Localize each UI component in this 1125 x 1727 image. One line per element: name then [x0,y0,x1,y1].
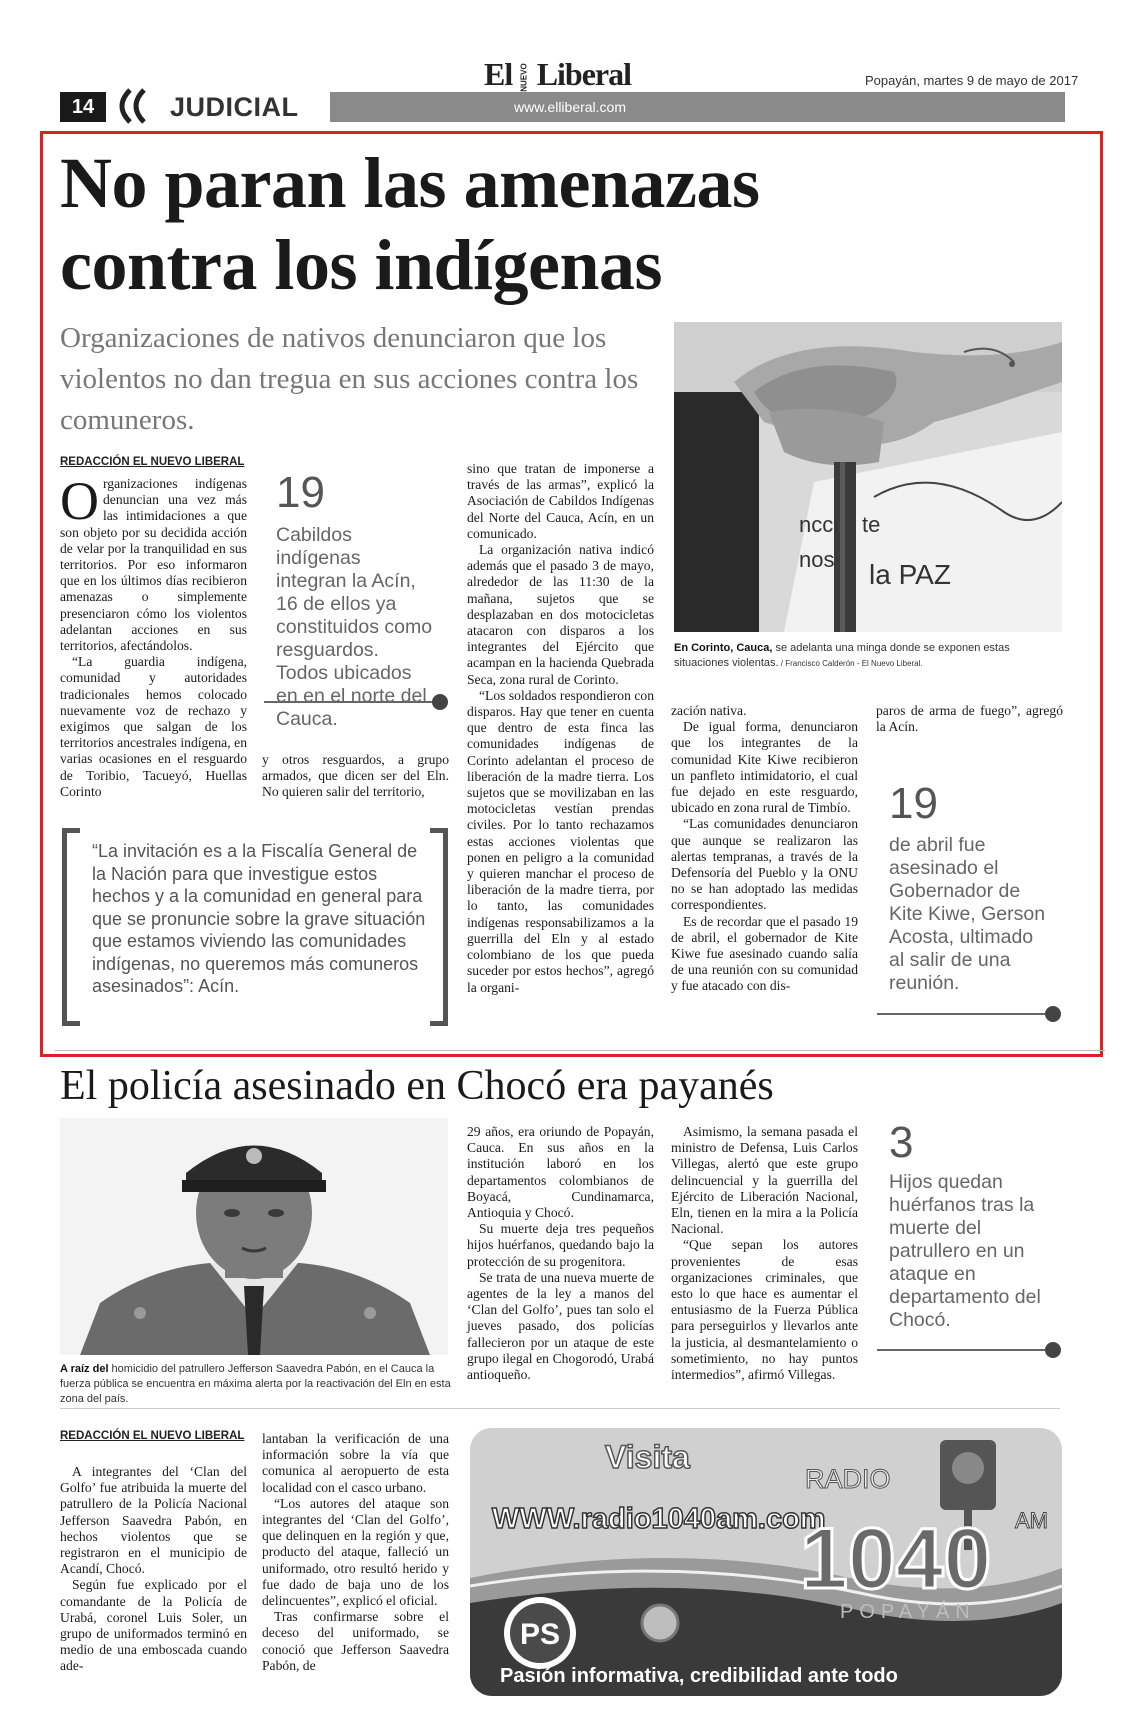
page-number: 14 [60,92,106,122]
col1-paragraph-2: “La guardia indígena, comunidad y autoridades tradicionales hemos colocado nuevamente voz de rechazo y exigimos que salgan de los territorios ancestrales indígena, en varias ocasiones en el resguardo de Toribio, Tacueyó, Huellas Corinto [60,654,247,799]
radio-ad-graphic [470,1428,1062,1696]
hands-staff-photo [674,322,1062,632]
col-a-paragraph-3: Se trata de una nueva muerte de agentes de la ley a manos del ‘Clan del Golfo’, pues tan solo el jueves pasado, dos policías fallecieron por un ataque de este grupo ilegal en Chogorodó, Urabá antioqueño. [467,1269,654,1383]
shirt-text-2: te [862,512,881,537]
fact1-text: Cabildos indígenas integran la Acín, 16 de ellos ya constituidos como resguardos. Todos ubicados en en el norte del Cauca. [276,524,433,730]
article2-byline: REDACCIÓN EL NUEVO LIBERAL [60,1430,245,1442]
fact2-bullet [1045,1006,1061,1022]
newspaper-logo [484,56,631,93]
fact2-rule [877,1013,1055,1015]
col4-paragraph-3: “Las comunidades denunciaron que aunque se realizaron las alertas tempranas, a través de la Defensoría del Pueblo y la ONU no se han adoptado las medidas correspondientes. [671,816,858,913]
col3-paragraph-1: sino que tratan de imponerse a través de las armas”, explicó la Asociación de Cabildos Indígenas del Norte del Cauca, Acín, en un comunicado. [467,461,654,541]
article1-headline [60,142,960,306]
fact2-number: 19 [889,779,938,828]
fact3-number: 3 [889,1118,914,1167]
shirt-text-1: ncci [799,512,839,537]
col4-paragraph-2: De igual forma, denunciaron que los integrantes de la comunidad Kite Kiwe recibieron un panfleto intimidatorio, el cual fue dejado en este resguardo, ubicado en zona rural de Timbío. [671,719,858,816]
bottom-col2-paragraph-1: lantaban la verificación de una información sobre la vía que comunica al aeropuerto de esta localidad con el casco urbano. [262,1431,449,1495]
dropcap: O [60,471,99,531]
col-a-paragraph-1: 29 años, era oriundo de Popayán, Cauca. En sus años en la institución laboró en los departamentos colombianos de Boyacá, Cundinamarca, Antioquia y Chocó. [467,1124,654,1221]
article2-photo-caption [60,1362,455,1407]
col5-paragraph-1: paros de arma de fuego”, agregó la Acín. [876,703,1063,735]
col-b-paragraph-1: Asimismo, la semana pasada el ministro de Defensa, Luis Carlos Villegas, alertó que este grupo delincuencial y la guerrilla del Ejército de Liberación Nacional, Eln, tienen en la mira a la Policía Nacional. [671,1124,858,1237]
photo-credit: / Francisco Calderón - El Nuevo Liberal. [778,659,923,668]
bottom-col2-paragraph-2: “Los autores del ataque son integrantes del ‘Clan del Golfo’, que delinquen en la región y que, producto del ataque, falleció un uniformado, otro resultó herido y fue dado de baja uno de los delincuentes”, explicó el oficial. [262,1495,449,1609]
dateline: Popayán, martes 9 de mayo de 2017 [865,73,1079,88]
ad-city: POPAYÁN [840,1601,976,1623]
shirt-text-4: la PAZ [869,559,951,590]
section-curve-decoration [108,88,158,124]
ps-logo: PS [519,1618,561,1651]
ad-am: AM [1015,1508,1048,1533]
ad-slogan: Pasión informativa, credibilidad ante todo [500,1665,898,1687]
article1-photo-caption [674,641,1064,671]
col-b-paragraph-2: “Que sepan los autores provenientes de esas organizaciones criminales, que esto lo que hace es aumentar el entusiasmo de la Fuerza Pública para perseguirlos y llevarlos ante la justicia, al desmantelamiento o sometimiento, no hay puntos intermedios”, afirmó Villegas. [671,1237,858,1383]
article2-col-a [467,1124,654,1383]
article1-byline: REDACCIÓN EL NUEVO LIBERAL [60,456,245,468]
article1-subhead: Organizaciones de nativos denunciaron que los violentos no dan tregua en sus acciones contra los comuneros. [60,322,639,436]
ad-url[interactable]: WWW.radio1040am.com [492,1503,826,1535]
logo-nuevo: NUEVO [519,63,529,92]
fact1-number: 19 [276,468,325,517]
col3-paragraph-3: “Los soldados respondieron con disparos. Hay que tener en cuenta que dentro de esta finca las comunidades indígenas de Corinto adelantan el proceso de liberación de la madre tierra. Los sujetos que se movilizaban en las motocicletas vestían prendas civiles. Por lo tanto rechazamos estas acciones violentas que ponen en peligro a la comunidad y quieren manchar el proceso de liberación de la madre tierra, por lo tanto, las comunidades indígenas responsabilizamos a la guerrilla del Eln y al estado colombiano de los que pueda suceder por estos hechos”, agregó la organi- [467,687,654,995]
col2-paragraph: y otros resguardos, a grupo armados, que dicen ser del Eln. No quieren salir del territorio, [262,752,449,800]
bottom-col2-paragraph-3: Tras confirmarse sobre el deceso del uniformado, se conoció que Jefferson Saavedra Pabón, de [262,1609,449,1673]
article1-photo [674,322,1062,632]
article2-bottom-col1 [60,1464,247,1675]
quote-bracket-right [430,828,448,1026]
fact3-rule [877,1349,1055,1351]
article1-col3 [467,461,654,996]
quote-bracket-left [62,828,80,1026]
article2-col-b [671,1124,858,1383]
headline-line1: No paran las amenazas [60,143,760,223]
shirt-text-3: nos [799,547,835,572]
logo-el: El [484,56,513,92]
lead-text: rganizaciones indígenas denuncian una vez más las intimidaciones a que son objeto por su decidida acción de velar por la tranquilidad en sus territorios. Por eso informaron que en los últimos días recibieron amenazas o simplemente presenciaron cómo los violentos adelantan acciones en sus territorios, afectándolos. [60,476,247,654]
bottom-col1-paragraph-1: A integrantes del ‘Clan del Golfo’ fue atribuida la muerte del patrullero de la Policía Nacional Jefferson Saavedra Pabón, en hechos violentos que se registraron en el municipio de Acandí, Chocó. [60,1464,247,1577]
section-label: JUDICIAL [170,92,299,122]
col3-paragraph-2: La organización nativa indicó además que el pasado 3 de mayo, alrededor de las 11:30 de la mañana, sujetos que se desplazaban en dos motocicletas atacaron con disparos a los integrantes del Ejército que acampan en la hacienda Quebrada Seca, zona rural de Corinto. [467,542,654,687]
fact3-bullet [1045,1342,1061,1358]
article-divider [55,1050,1105,1051]
quote-text: “La invitación es a la Fiscalía General de la Nación para que investigue estos hechos y a la comunidad en general para que se pronuncie sobre la grave situación que estamos viviendo las comunidades indígenas, no queremos más comuneros asesinados”: Acín. [92,841,426,996]
fact2-text: de abril fue asesinado el Gobernador de Kite Kiwe, Gerson Acosta, ultimado al salir de una reunión. [889,834,1046,994]
ad-frequency: 1040 [800,1511,992,1607]
caption2-bold: A raíz del [60,1363,109,1375]
officer-portrait [60,1118,448,1355]
caption-bold: En Corinto, Cauca, [674,642,773,654]
ad-radio: RADIO [805,1464,891,1494]
fact3-text: Hijos quedan huérfanos tras la muerte del patrullero en un ataque en departamento del Chocó. [889,1171,1041,1331]
article1-col1 [60,471,247,800]
article2-bottom-col2 [262,1431,449,1674]
caption-text: se adelanta una minga donde se exponen estas situaciones violentas. [674,642,1010,669]
article1-col2 [262,752,449,801]
headline-line2: contra los indígenas [60,225,663,305]
lead-paragraph [60,471,247,654]
col4-paragraph-4: Es de recordar que el pasado 19 de abril, el gobernador de Kite Kiwe fue asesinado cuando salía de una reunión con su comunidad y fue atacado con dis- [671,913,858,994]
fact1-rule [264,701,439,703]
col4-paragraph-1: zación nativa. [671,703,747,718]
police-portrait-photo [60,1118,448,1355]
caption2-text: homicidio del patrullero Jefferson Saavedra Pabón, en el Cauca la fuerza pública se encuentra en máxima alerta por la reactivación del Eln en esta zona del país. [60,1363,451,1405]
section-bar [330,92,1065,122]
article2-headline: El policía asesinado en Chocó era payanés [60,1063,774,1109]
logo-liberal: Liberal [536,56,632,92]
radio-advertisement[interactable] [470,1428,1062,1696]
section-divider [60,1408,1060,1409]
bottom-col1-paragraph-2: Según fue explicado por el comandante de la Policía de Urabá, coronel Luis Soler, un grupo de uniformados terminó en medio de una emboscada cuando ade- [60,1577,247,1674]
article1-col4 [671,703,858,995]
website-url[interactable]: www.elliberal.com [513,99,627,115]
fact1-bullet [432,694,448,710]
ad-visit: Visita [605,1439,690,1475]
article1-col5 [876,703,1063,735]
col-a-paragraph-2: Su muerte deja tres pequeños hijos huérfanos, quedando bajo la protección de su progenitora. [467,1221,654,1269]
pull-quote [62,828,448,1026]
